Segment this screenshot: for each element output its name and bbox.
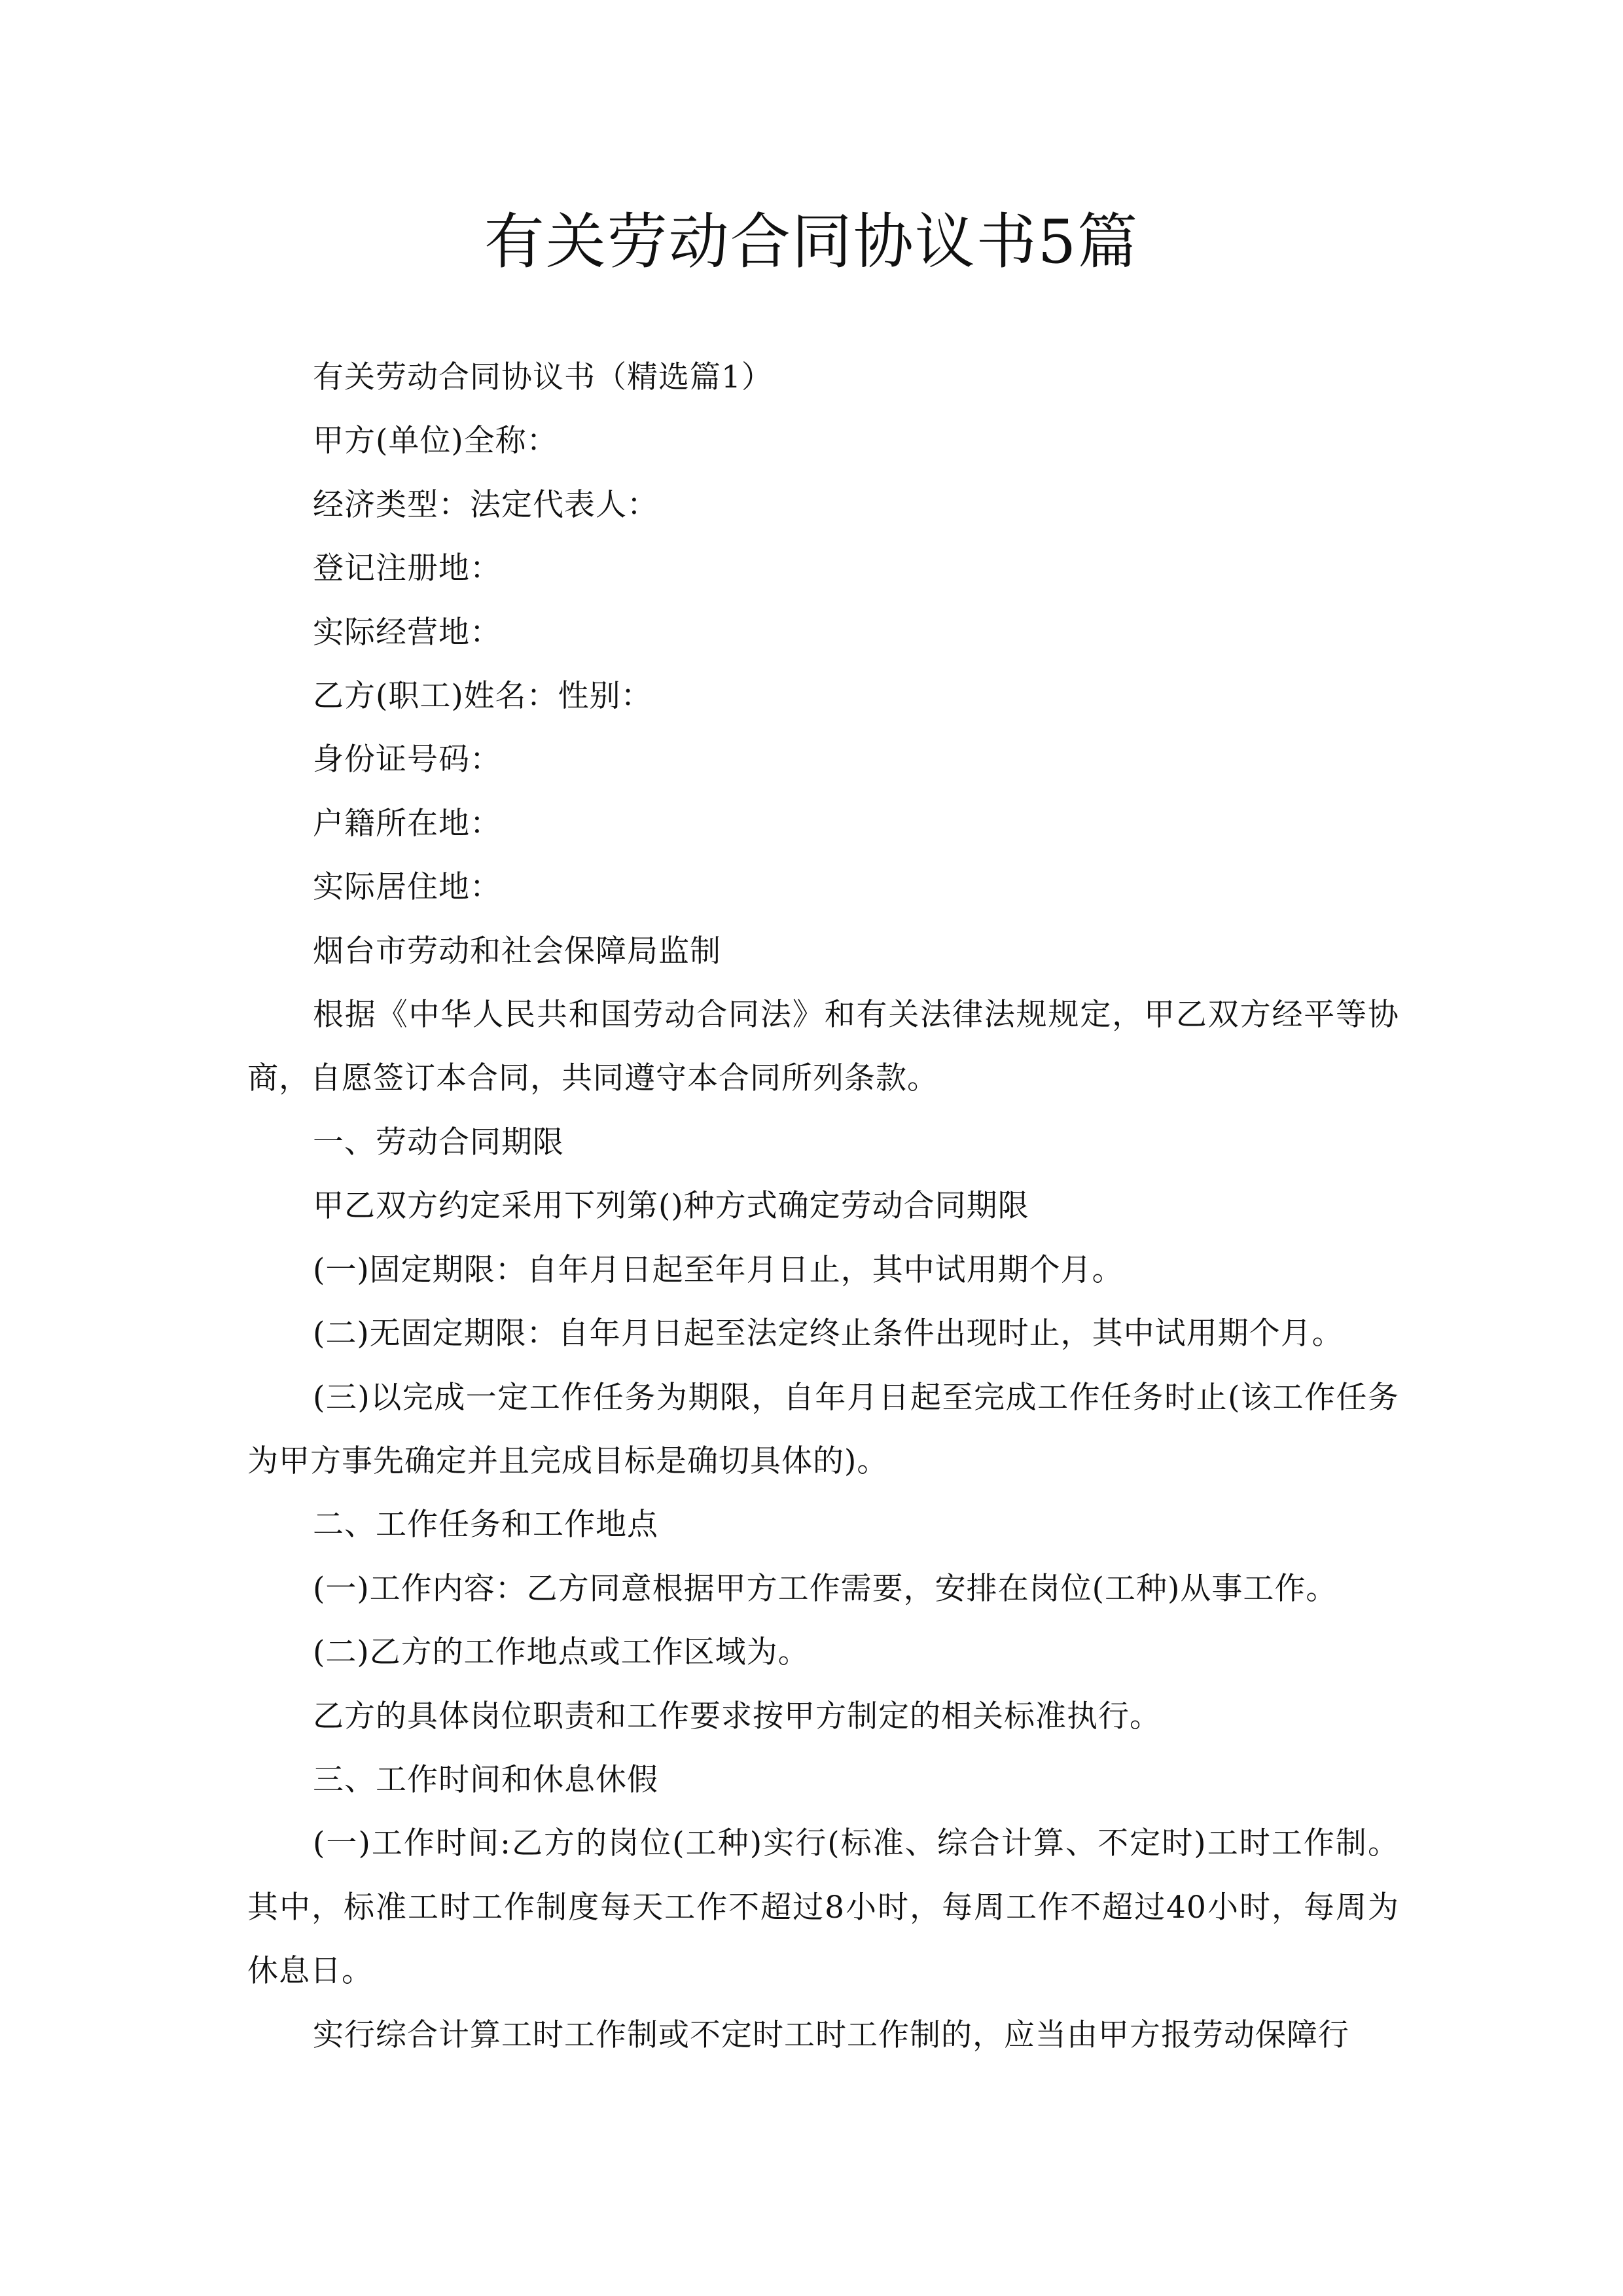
section-heading-working-hours: 三、工作时间和休息休假 (313, 1761, 658, 1798)
paragraph-business-address: 实际经营地： (313, 614, 501, 651)
section-heading-work-task: 二、工作任务和工作地点 (313, 1507, 658, 1543)
paragraph-open-term: (二)无固定期限：自年月日起至法定终止条件出现时止，其中试用期个月。 (313, 1316, 1344, 1352)
paragraph-work-location: (二)乙方的工作地点或工作区域为。 (313, 1634, 810, 1671)
paragraph-party-b-name: 乙方(职工)姓名：性别： (313, 678, 652, 715)
paragraph-household-registration: 户籍所在地： (313, 805, 501, 842)
paragraph-term-method: 甲乙双方约定采用下列第()种方式确定劳动合同期限 (313, 1188, 1029, 1225)
paragraph-party-a-name: 甲方(单位)全称： (313, 423, 558, 459)
paragraph-registered-address: 登记注册地： (313, 550, 501, 587)
section-heading-contract-term: 一、劳动合同期限 (313, 1124, 564, 1160)
paragraph-work-content: (一)工作内容：乙方同意根据甲方工作需要，安排在岗位(工种)从事工作。 (313, 1570, 1338, 1607)
paragraph-id-number: 身份证号码： (313, 742, 501, 778)
paragraph-task-term: (三)以完成一定工作任务为期限，自年月日起至完成工作任务时止(该工作任务为甲方事先确定并且完成目标是确切具体的)。 (247, 1379, 1399, 1479)
paragraph-residence: 实际居住地： (313, 869, 501, 906)
paragraph-heading-part1: 有关劳动合同协议书（精选篇1） (313, 359, 773, 395)
document-title: 有关劳动合同协议书5篇 (484, 207, 1139, 277)
paragraph-economic-type: 经济类型：法定代表人： (313, 486, 658, 523)
paragraph-supervisor: 烟台市劳动和社会保障局监制 (313, 933, 721, 969)
paragraph-preamble: 根据《中华人民共和国劳动合同法》和有关法律法规规定，甲乙双方经平等协商，自愿签订本合同，共同遵守本合同所列条款。 (247, 997, 1399, 1097)
paragraph-comprehensive-hours: 实行综合计算工时工作制或不定时工时工作制的，应当由甲方报劳动保障行 (313, 2017, 1349, 2053)
paragraph-job-duties: 乙方的具体岗位职责和工作要求按甲方制定的相关标准执行。 (313, 1698, 1161, 1734)
document-body (247, 346, 1399, 2067)
paragraph-fixed-term: (一)固定期限：自年月日起至年月日止，其中试用期个月。 (313, 1251, 1124, 1288)
paragraph-working-hours: (一)工作时间:乙方的岗位(工种)实行(标准、综合计算、不定时)工时工作制。其中，标准工时工作制度每天工作不超过8小时，每周工作不超过40小时，每周为休息日。 (247, 1825, 1399, 1990)
